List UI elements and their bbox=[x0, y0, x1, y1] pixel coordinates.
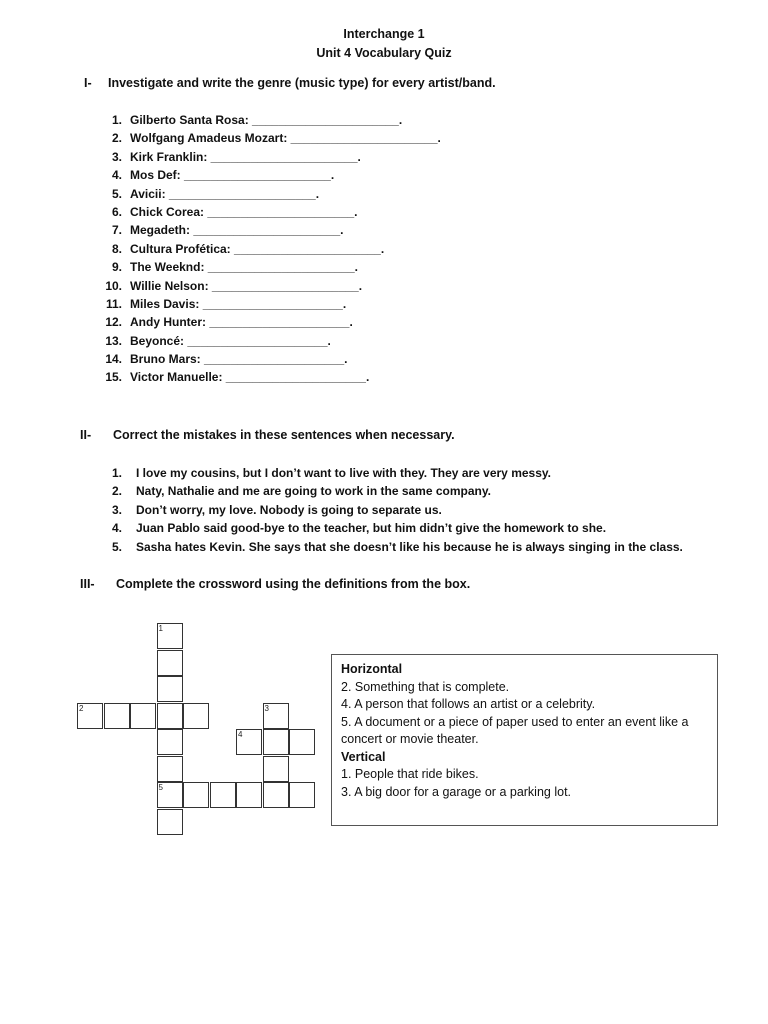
item-number: 1. bbox=[111, 466, 122, 480]
section-2-numeral: II- bbox=[80, 428, 92, 442]
crossword-cell[interactable] bbox=[289, 782, 315, 808]
artist-prompt[interactable]: The Weeknd: ______________________. bbox=[130, 260, 358, 275]
quiz-title-line-1: Interchange 1 bbox=[343, 27, 425, 41]
item-number: 2. bbox=[111, 131, 122, 146]
artist-prompt[interactable]: Andy Hunter: _____________________. bbox=[130, 315, 353, 330]
artist-prompt[interactable]: Avicii: ______________________. bbox=[130, 186, 320, 201]
sentence-text: Naty, Nathalie and me are going to work in the same company. bbox=[136, 484, 491, 499]
artist-prompt[interactable]: Willie Nelson: ______________________. bbox=[130, 278, 363, 293]
item-number: 1. bbox=[111, 113, 122, 127]
clue-group-heading: Vertical bbox=[341, 749, 386, 764]
crossword-cell[interactable] bbox=[236, 782, 262, 808]
crossword-cell[interactable] bbox=[157, 676, 183, 702]
item-number: 8. bbox=[111, 241, 122, 256]
item-number: 9. bbox=[111, 260, 122, 275]
crossword-cell[interactable] bbox=[263, 729, 289, 755]
crossword-cell[interactable] bbox=[183, 703, 209, 729]
clue-text: concert or movie theater. bbox=[341, 732, 479, 746]
clue-number-label: 3 bbox=[264, 703, 269, 713]
clue-text: 3. A big door for a garage or a parking lot. bbox=[341, 784, 572, 799]
item-number: 12. bbox=[105, 315, 122, 330]
crossword-cell[interactable] bbox=[157, 756, 183, 782]
item-number: 5. bbox=[111, 186, 122, 201]
crossword-cell[interactable] bbox=[263, 756, 289, 782]
clue-number-label: 5 bbox=[158, 783, 163, 792]
section-2-instruction: Correct the mistakes in these sentences when necessary. bbox=[113, 428, 455, 442]
item-number: 7. bbox=[111, 223, 122, 238]
crossword-cell[interactable] bbox=[130, 703, 156, 729]
artist-prompt[interactable]: Beyoncé: _____________________. bbox=[130, 333, 331, 348]
section-1-heading bbox=[84, 76, 496, 90]
crossword-cell[interactable] bbox=[210, 782, 236, 808]
clue-number-label: 2 bbox=[79, 703, 84, 713]
clue-text: 4. A person that follows an artist or a celebrity. bbox=[341, 697, 596, 711]
crossword-cell[interactable] bbox=[157, 729, 183, 755]
item-number: 11. bbox=[105, 296, 122, 311]
sentence-text: Don’t worry, my love. Nobody is going to separate us. bbox=[136, 502, 442, 517]
clue-text: 1. People that ride bikes. bbox=[341, 767, 479, 781]
sentence-text: Sasha hates Kevin. She says that she doesn’t like his because he is always singing in the class. bbox=[136, 539, 683, 554]
item-number: 3. bbox=[111, 149, 122, 164]
item-number: 15. bbox=[105, 370, 122, 385]
item-number: 4. bbox=[111, 168, 122, 183]
artist-prompt[interactable]: Megadeth: ______________________. bbox=[130, 223, 344, 238]
sentence-text: Juan Pablo said good-bye to the teacher, but him didn’t give the homework to she. bbox=[136, 521, 607, 536]
item-number: 5. bbox=[111, 539, 122, 554]
item-number: 2. bbox=[111, 484, 122, 499]
artist-prompt[interactable]: Wolfgang Amadeus Mozart: ______________________. bbox=[130, 131, 441, 146]
quiz-title-line-2: Unit 4 Vocabulary Quiz bbox=[316, 46, 452, 60]
crossword-clues-box bbox=[331, 654, 718, 826]
artist-prompt[interactable]: Victor Manuelle: _____________________. bbox=[130, 370, 370, 385]
crossword-cell[interactable] bbox=[157, 650, 183, 676]
item-number: 4. bbox=[111, 521, 122, 536]
clue-group-heading: Horizontal bbox=[341, 662, 403, 676]
item-number: 13. bbox=[105, 333, 122, 348]
artist-prompt[interactable]: Miles Davis: _____________________. bbox=[130, 296, 347, 311]
clue-text: 2. Something that is complete. bbox=[341, 679, 510, 694]
sentence-text: I love my cousins, but I don’t want to live with they. They are very messy. bbox=[136, 466, 552, 480]
artist-prompt[interactable]: Cultura Profética: ______________________. bbox=[130, 241, 385, 256]
crossword-cell[interactable] bbox=[104, 703, 130, 729]
artist-prompt[interactable]: Gilberto Santa Rosa: ______________________. bbox=[130, 113, 403, 127]
section-3-instruction: Complete the crossword using the definitions from the box. bbox=[116, 577, 471, 591]
section-3-numeral: III- bbox=[80, 577, 95, 591]
crossword-cell[interactable] bbox=[157, 703, 183, 729]
clue-number-label: 1 bbox=[158, 624, 163, 633]
item-number: 10. bbox=[105, 278, 122, 293]
crossword-cell[interactable] bbox=[183, 782, 209, 808]
section-3-heading bbox=[80, 577, 470, 591]
item-number: 3. bbox=[111, 502, 122, 517]
crossword-cell[interactable] bbox=[263, 782, 289, 808]
crossword-cell[interactable] bbox=[157, 809, 183, 835]
artist-prompt[interactable]: Kirk Franklin: ______________________. bbox=[130, 149, 361, 164]
item-number: 6. bbox=[111, 204, 122, 219]
clue-number-label: 4 bbox=[238, 730, 243, 739]
artist-prompt[interactable]: Chick Corea: ______________________. bbox=[130, 204, 358, 219]
artist-prompt[interactable]: Mos Def: ______________________. bbox=[130, 168, 335, 183]
artist-prompt[interactable]: Bruno Mars: _____________________. bbox=[130, 352, 348, 367]
clue-text: 5. A document or a piece of paper used to enter an event like a bbox=[341, 714, 689, 729]
item-number: 14. bbox=[105, 352, 122, 367]
section-2-heading bbox=[80, 428, 455, 442]
crossword-cell[interactable] bbox=[289, 729, 315, 755]
section-1-instruction: Investigate and write the genre (music type) for every artist/band. bbox=[108, 76, 496, 90]
section-1-numeral: I- bbox=[84, 76, 92, 90]
